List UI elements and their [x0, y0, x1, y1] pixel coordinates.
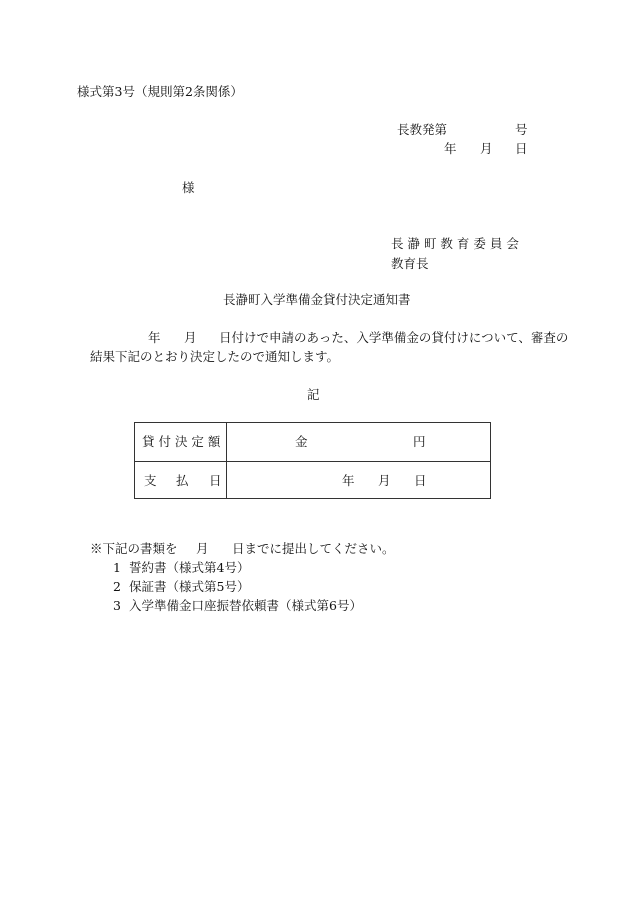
payment-year: 年 — [342, 473, 355, 488]
table-row-divider — [135, 461, 490, 462]
table-column-divider — [226, 423, 227, 498]
note-month: 月 — [196, 541, 209, 556]
loan-amount-kin: 金 — [295, 434, 308, 449]
body-year: 年 — [148, 330, 161, 345]
list-item-number: 3 — [113, 598, 121, 613]
list-item-number: 2 — [113, 579, 121, 594]
list-item-text: 入学準備金口座振替依頼書（様式第6号） — [129, 598, 362, 613]
date-day: 日 — [515, 141, 528, 156]
date-month: 月 — [480, 141, 493, 156]
list-item-text: 保証書（様式第5号） — [129, 579, 250, 594]
ki-heading: 記 — [307, 387, 320, 402]
payment-date-label-c: 日 — [209, 473, 222, 488]
issue-number-suffix: 号 — [515, 122, 528, 137]
body-line1-text: 日付けで申請のあった、入学準備金の貸付けについて、審査の — [219, 330, 569, 345]
issuer-org: 長 瀞 町 教 育 委 員 会 — [391, 236, 519, 251]
payment-date-label-a: 支 — [144, 473, 157, 488]
date-year: 年 — [444, 141, 457, 156]
note-prefix: ※下記の書類を — [90, 541, 178, 556]
document-title: 長瀞町入学準備金貸付決定通知書 — [223, 292, 411, 307]
payment-day: 日 — [414, 473, 427, 488]
form-label: 様式第3号（規則第2条関係） — [77, 84, 243, 99]
issuer-title: 教育長 — [391, 256, 429, 271]
issue-number-prefix: 長教発第 — [397, 122, 448, 137]
note-rest: 日までに提出してください。 — [232, 541, 395, 556]
payment-month: 月 — [378, 473, 391, 488]
loan-decision-table — [134, 422, 491, 499]
loan-amount-label: 貸 付 決 定 額 — [142, 434, 221, 449]
list-item-number: 1 — [113, 560, 121, 575]
loan-amount-yen: 円 — [413, 434, 426, 449]
body-month: 月 — [184, 330, 197, 345]
body-line2-text: 結果下記のとおり決定したので通知します。 — [90, 349, 340, 364]
addressee: 様 — [182, 180, 195, 195]
list-item-text: 誓約書（様式第4号） — [129, 560, 250, 575]
payment-date-label-b: 払 — [176, 473, 189, 488]
